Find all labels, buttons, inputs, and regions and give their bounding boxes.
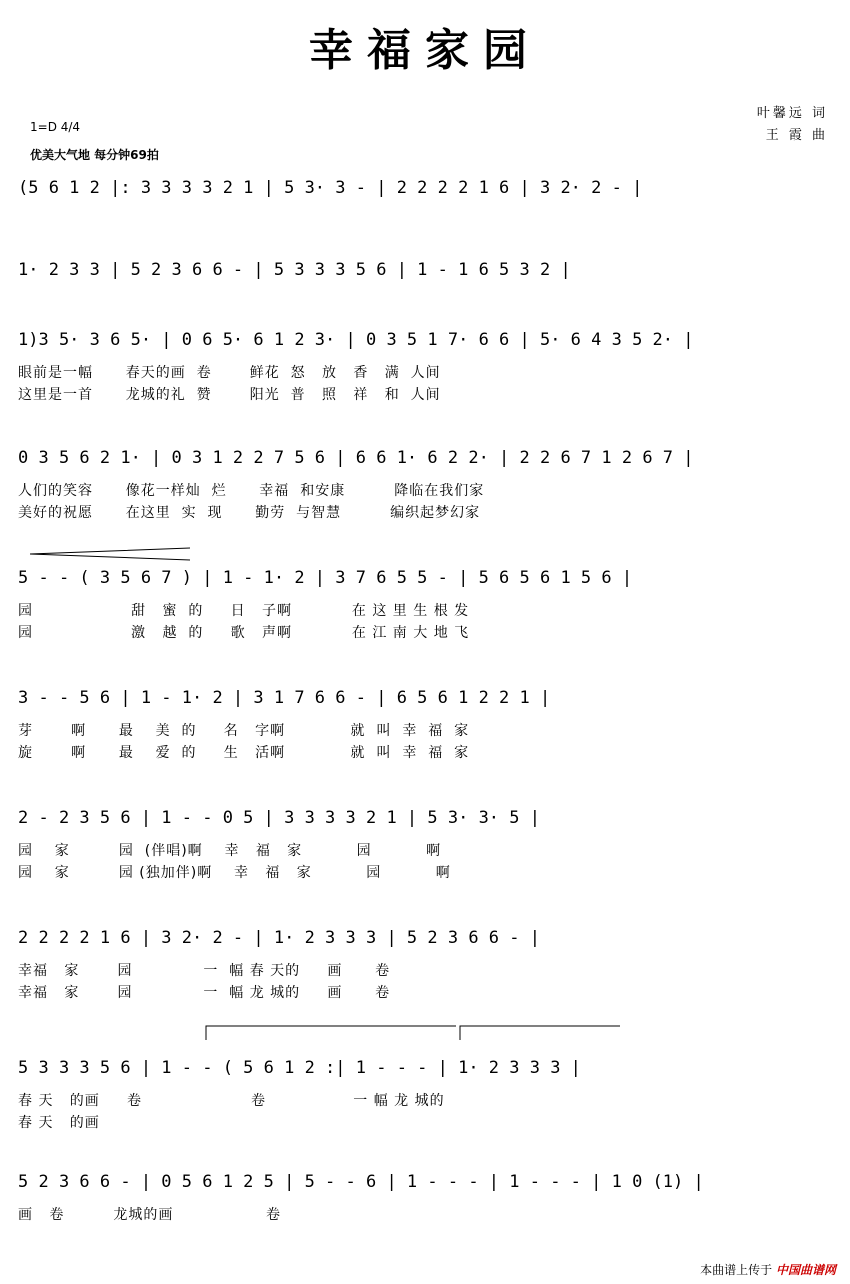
notation-line: 2 2 2 2 1 6 | 3 2· 2 - | 1· 2 3 3 3 | 5 2 3 6 6 - |	[18, 928, 540, 948]
lyric-verse-2: 园 家 园 (独加伴)啊 幸 福 家 园 啊	[18, 865, 451, 881]
lyric-verse-1: 幸福 家 园 一 幅 春 天的 画 卷	[18, 963, 391, 979]
notation-line: 5 - - ( 3 5 6 7 ) | 1 - 1· 2 | 3 7 6 5 5 - | 5 6 5 6 1 5 6 |	[18, 568, 633, 588]
notation-line: 5 2 3 6 6 - | 0 5 6 1 2 5 | 5 - - 6 | 1 - - - | 1 - - - | 1 0 (1) |	[18, 1172, 704, 1192]
lyricist-credit: 叶馨远 词	[756, 106, 828, 121]
lyric-verse-1: 人们的笑容 像花一样灿 烂 幸福 和安康 降临在我们家	[18, 483, 485, 499]
lyric-verse-1: 园 甜 蜜 的 日 子啊 在 这 里 生 根 发	[18, 603, 470, 619]
lyric-verse-1: 园 家 园 (伴唱)啊 幸 福 家 园 啊	[18, 843, 442, 859]
notation-line: 5 3 3 3 5 6 | 1 - - ( 5 6 1 2 :| 1 - - - | 1· 2 3 3 3 |	[18, 1058, 581, 1078]
tempo-marking: 优美大气地 每分钟69拍	[30, 148, 159, 162]
notation-line: 3 - - 5 6 | 1 - 1· 2 | 3 1 7 6 6 - | 6 5 6 1 2 2 1 |	[18, 688, 551, 708]
notation-line: 1· 2 3 3 | 5 2 3 6 6 - | 5 3 3 3 5 6 | 1 - 1 6 5 3 2 |	[18, 260, 571, 280]
source-footer	[700, 1261, 836, 1278]
lyric-verse-1: 春 天 的画 卷 卷 一 幅 龙 城的	[18, 1093, 445, 1109]
lyric-verse-2: 美好的祝愿 在这里 实 现 勤劳 与智慧 编织起梦幻家	[18, 505, 481, 521]
notation-line: (5 6 1 2 |: 3 3 3 3 2 1 | 5 3· 3 - | 2 2 2 2 1 6 | 3 2· 2 - |	[18, 178, 643, 198]
notation-line: 2 - 2 3 5 6 | 1 - - 0 5 | 3 3 3 3 2 1 | 5 3· 3· 5 |	[18, 808, 540, 828]
footer-prefix: 本曲谱上传于	[700, 1263, 773, 1277]
lyric-verse-2: 幸福 家 园 一 幅 龙 城的 画 卷	[18, 985, 391, 1001]
song-title: 幸福家园	[309, 25, 541, 76]
lyric-verse-2: 春 天 的画	[18, 1115, 100, 1131]
lyric-verse-1: 眼前是一幅 春天的画 卷 鲜花 怒 放 香 满 人间	[18, 365, 441, 381]
key-signature: 1=D 4/4	[30, 120, 81, 134]
lyric-verse-2: 旋 啊 最 爱 的 生 活啊 就 叫 幸 福 家	[18, 745, 470, 761]
notation-line: 0 3 5 6 2 1· | 0 3 1 2 2 7 5 6 | 6 6 1· 6 2 2· | 2 2 6 7 1 2 6 7 |	[18, 448, 694, 468]
composer-credit: 王 霞 曲	[765, 128, 828, 143]
lyric-verse-2: 这里是一首 龙城的礼 赞 阳光 普 照 祥 和 人间	[18, 387, 441, 403]
site-logo[interactable]: 中国曲谱网	[775, 1263, 836, 1277]
lyric-verse-2: 园 激 越 的 歌 声啊 在 江 南 大 地 飞	[18, 625, 470, 641]
lyric-verse-1: 芽 啊 最 美 的 名 字啊 就 叫 幸 福 家	[18, 723, 470, 739]
notation-line: 1)3 5· 3 6 5· | 0 6 5· 6 1 2 3· | 0 3 5 1 7· 6 6 | 5· 6 4 3 5 2· |	[18, 330, 694, 350]
lyric-verse-1: 画 卷 龙城的画 卷	[18, 1207, 282, 1223]
